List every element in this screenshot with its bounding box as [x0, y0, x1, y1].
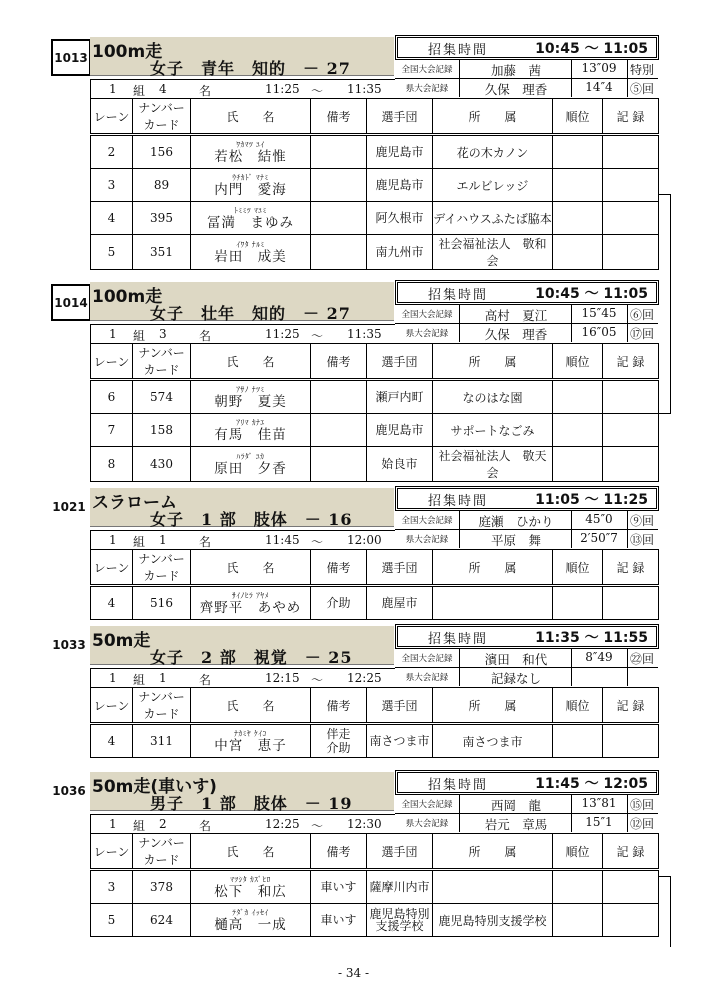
group-info — [90, 324, 395, 343]
athlete-name-cell — [191, 380, 311, 414]
national-record-label: 全国大会記録 — [401, 654, 453, 664]
call-label: 招集時間 — [428, 43, 489, 58]
team: 鹿児島市 — [367, 135, 433, 169]
time-separator: ～ — [311, 535, 324, 549]
national-record-label: 全国大会記録 — [401, 310, 453, 320]
column-header: 記 録 — [603, 550, 659, 586]
record — [603, 235, 659, 270]
call-label: 招集時間 — [428, 494, 489, 509]
record — [603, 380, 659, 414]
rank — [553, 586, 603, 620]
team: 薩摩川内市 — [367, 870, 433, 904]
national-record-holder: 庭瀬 ひかり — [478, 514, 554, 529]
column-header: ナンバーカード — [133, 99, 191, 135]
affiliation: デイハウスふたば脇本 — [433, 202, 553, 235]
remark — [311, 447, 367, 482]
table-row — [91, 135, 659, 169]
table-row — [91, 724, 659, 758]
prefecture-record-count: ⑰回 — [629, 327, 654, 341]
record — [603, 135, 659, 169]
call-label: 招集時間 — [428, 632, 489, 647]
event-title-band — [90, 626, 394, 665]
table-header-row — [91, 834, 659, 870]
column-header: 選手団 — [367, 688, 433, 724]
event-name: 100m走 — [92, 42, 163, 62]
number-card: 378 — [133, 870, 191, 904]
prefecture-record-row — [395, 668, 658, 686]
connector-line-2 — [658, 876, 671, 947]
number-card: 311 — [133, 724, 191, 758]
athlete-name: 内門 愛海 — [214, 181, 287, 198]
call-time: 11:05 ～ 11:25 — [535, 492, 648, 508]
people-unit: 名 — [199, 84, 212, 98]
team: 鹿児島市 — [367, 414, 433, 447]
column-header: 氏 名 — [191, 550, 311, 586]
group-number: 1 — [109, 533, 117, 547]
event-number: 1021 — [52, 500, 86, 514]
column-header: レーン — [91, 550, 133, 586]
event-title-band — [90, 488, 394, 527]
national-record-holder: 高村 夏江 — [484, 308, 548, 323]
team: 南さつま市 — [367, 724, 433, 758]
people-unit: 名 — [199, 329, 212, 343]
event-category: 女子 2 部 視覚 － 25 — [150, 648, 353, 667]
column-header: 備考 — [311, 344, 367, 380]
call-label: 招集時間 — [428, 288, 489, 303]
column-header: 氏 名 — [191, 688, 311, 724]
national-record-value: 13″09 — [581, 61, 617, 75]
name-kana: ﾊﾗﾀﾞ ﾕｶ — [236, 451, 265, 461]
column-header: レーン — [91, 99, 133, 135]
people-unit: 名 — [199, 819, 212, 833]
group-info — [90, 668, 395, 687]
column-header: 選手団 — [367, 344, 433, 380]
group-number: 1 — [109, 817, 117, 831]
event-number: 1013 — [51, 39, 91, 76]
athlete-name: 若松 結惟 — [214, 148, 287, 165]
column-header: ナンバーカード — [133, 550, 191, 586]
table-row — [91, 169, 659, 202]
team: 鹿児島市 — [367, 169, 433, 202]
table-header-row — [91, 550, 659, 586]
column-header: レーン — [91, 344, 133, 380]
name-kana: ﾃﾀﾞｶ ｲｯｾｲ — [232, 907, 269, 917]
entries-table — [90, 549, 659, 620]
athlete-name-cell — [191, 169, 311, 202]
table-row — [91, 202, 659, 235]
table-row — [91, 904, 659, 937]
athlete-name-cell — [191, 414, 311, 447]
entries-table — [90, 343, 659, 482]
lane: 5 — [91, 904, 133, 937]
people-unit: 名 — [199, 673, 212, 687]
name-kana: ﾏﾂｼﾀ ｶｽﾞﾋﾛ — [230, 874, 271, 884]
time-end: 11:35 — [347, 327, 382, 341]
event-category: 女子 壮年 知的 － 27 — [150, 304, 351, 323]
table-row — [91, 586, 659, 620]
national-record-value: 45″0 — [585, 512, 613, 526]
prefecture-record-label: 県大会記録 — [405, 673, 449, 683]
record — [603, 447, 659, 482]
people-count: 1 — [159, 671, 167, 685]
event-name: 50m走 — [92, 631, 151, 651]
national-record-row — [395, 511, 658, 530]
prefecture-record-label: 県大会記録 — [405, 84, 449, 94]
athlete-name-cell — [191, 447, 311, 482]
time-separator: ～ — [311, 819, 324, 833]
event-category: 女子 青年 知的 － 27 — [150, 59, 351, 78]
lane: 5 — [91, 235, 133, 270]
athlete-name-cell — [191, 202, 311, 235]
time-start: 12:15 — [265, 671, 300, 685]
prefecture-record-value: 15″1 — [585, 815, 613, 829]
column-header: 備考 — [311, 834, 367, 870]
column-header: 氏 名 — [191, 344, 311, 380]
prefecture-record-row — [395, 79, 658, 97]
table-row — [91, 414, 659, 447]
column-header: 記 録 — [603, 834, 659, 870]
number-card: 574 — [133, 380, 191, 414]
call-time: 11:45 ～ 12:05 — [535, 776, 648, 792]
affiliation: なのはな園 — [433, 380, 553, 414]
call-label: 招集時間 — [428, 778, 489, 793]
rank — [553, 414, 603, 447]
athlete-name-cell — [191, 724, 311, 758]
call-time-box — [397, 772, 657, 793]
remark — [311, 135, 367, 169]
column-header: 備考 — [311, 99, 367, 135]
event-title-band — [90, 282, 394, 321]
national-record-holder: 西岡 龍 — [490, 798, 541, 813]
table-row — [91, 447, 659, 482]
national-record-count: ⑮回 — [629, 798, 654, 812]
call-time: 11:35 ～ 11:55 — [535, 630, 648, 646]
prefecture-record-row — [395, 324, 658, 342]
record — [603, 202, 659, 235]
name-kana: ｳﾁｶﾄﾞ ﾏﾅﾐ — [232, 172, 269, 182]
entries-table — [90, 833, 659, 937]
prefecture-record-holder: 記録なし — [490, 671, 541, 686]
national-record-label: 全国大会記録 — [401, 800, 453, 810]
athlete-name: 中宮 恵子 — [214, 737, 287, 754]
column-header: 記 録 — [603, 344, 659, 380]
group-info — [90, 530, 395, 549]
remark: 伴走 介助 — [311, 724, 367, 758]
prefecture-record-label: 県大会記録 — [405, 535, 449, 545]
record — [603, 414, 659, 447]
event-category: 男子 1 部 肢体 － 19 — [150, 794, 353, 813]
prefecture-record-count: ⑬回 — [629, 533, 654, 547]
prefecture-record-row — [395, 530, 658, 548]
remark — [311, 202, 367, 235]
event-name: 50m走(車いす) — [92, 777, 217, 797]
column-header: 選手団 — [367, 834, 433, 870]
affiliation: エルビレッジ — [433, 169, 553, 202]
column-header: 順位 — [553, 344, 603, 380]
team: 鹿児島特別 支援学校 — [367, 904, 433, 937]
event-category: 女子 1 部 肢体 － 16 — [150, 510, 353, 529]
rank — [553, 169, 603, 202]
rank — [553, 447, 603, 482]
call-time-box — [397, 282, 657, 303]
call-time: 10:45 ～ 11:05 — [535, 286, 648, 302]
time-start: 12:25 — [265, 817, 300, 831]
table-row — [91, 870, 659, 904]
table-row — [91, 380, 659, 414]
remark: 介助 — [311, 586, 367, 620]
prefecture-record-holder: 久保 理香 — [484, 327, 548, 342]
team: 南九州市 — [367, 235, 433, 270]
national-record-holder: 加藤 茜 — [490, 63, 541, 78]
connector-line-1 — [658, 194, 671, 414]
prefecture-record-value: 2′50″7 — [580, 531, 618, 545]
national-record-label: 全国大会記録 — [401, 65, 453, 75]
athlete-name-cell — [191, 135, 311, 169]
affiliation: 社会福祉法人 敬天会 — [433, 447, 553, 482]
rank — [553, 235, 603, 270]
event-number: 1014 — [51, 284, 91, 321]
people-count: 1 — [159, 533, 167, 547]
affiliation: 鹿児島特別支援学校 — [433, 904, 553, 937]
lane: 4 — [91, 202, 133, 235]
affiliation: 花の木カノン — [433, 135, 553, 169]
lane: 2 — [91, 135, 133, 169]
number-card: 156 — [133, 135, 191, 169]
people-unit: 名 — [199, 535, 212, 549]
number-card: 158 — [133, 414, 191, 447]
prefecture-record-count: ⑫回 — [629, 817, 654, 831]
national-record-value: 8″49 — [585, 650, 613, 664]
prefecture-record-holder: 久保 理香 — [484, 82, 548, 97]
call-time-box — [397, 37, 657, 58]
team: 姶良市 — [367, 447, 433, 482]
lane: 3 — [91, 870, 133, 904]
entries-table — [90, 687, 659, 758]
column-header: 所 属 — [433, 688, 553, 724]
column-header: 順位 — [553, 550, 603, 586]
affiliation — [433, 870, 553, 904]
event-name: 100m走 — [92, 287, 163, 307]
column-header: 選手団 — [367, 99, 433, 135]
time-end: 12:25 — [347, 671, 382, 685]
team: 阿久根市 — [367, 202, 433, 235]
name-kana: ｱｻﾉ ﾅﾂﾐ — [236, 384, 265, 394]
column-header: ナンバーカード — [133, 688, 191, 724]
prefecture-record-label: 県大会記録 — [405, 819, 449, 829]
time-end: 12:00 — [347, 533, 382, 547]
national-record-row — [395, 60, 658, 79]
time-end: 11:35 — [347, 82, 382, 96]
affiliation: サポートなごみ — [433, 414, 553, 447]
prefecture-record-value: 16″05 — [581, 325, 617, 339]
group-unit: 組 — [133, 535, 146, 549]
rank — [553, 202, 603, 235]
event-title-band — [90, 37, 394, 76]
athlete-name-cell — [191, 904, 311, 937]
people-count: 2 — [159, 817, 167, 831]
column-header: 氏 名 — [191, 99, 311, 135]
affiliation — [433, 586, 553, 620]
lane: 4 — [91, 586, 133, 620]
time-start: 11:45 — [265, 533, 300, 547]
name-kana: ﾜｶﾏﾂ ﾕｲ — [236, 139, 265, 149]
group-unit: 組 — [133, 84, 146, 98]
column-header: 氏 名 — [191, 834, 311, 870]
prefecture-record-count: ⑤回 — [629, 82, 654, 96]
national-record-row — [395, 795, 658, 814]
column-header: 備考 — [311, 688, 367, 724]
time-separator: ～ — [311, 84, 324, 98]
athlete-name: 原田 夕香 — [214, 460, 287, 477]
prefecture-record-row — [395, 814, 658, 832]
athlete-name: 樋高 一成 — [214, 916, 287, 933]
team: 瀬戸内町 — [367, 380, 433, 414]
record — [603, 169, 659, 202]
athlete-name-cell — [191, 870, 311, 904]
national-record-row — [395, 649, 658, 668]
athlete-name: 朝野 夏美 — [214, 393, 287, 410]
number-card: 624 — [133, 904, 191, 937]
time-start: 11:25 — [265, 327, 300, 341]
table-header-row — [91, 688, 659, 724]
prefecture-record-holder: 平原 舞 — [490, 533, 541, 548]
affiliation: 社会福祉法人 敬和会 — [433, 235, 553, 270]
record — [603, 724, 659, 758]
group-number: 1 — [109, 82, 117, 96]
number-card: 395 — [133, 202, 191, 235]
athlete-name-cell — [191, 586, 311, 620]
column-header: 順位 — [553, 834, 603, 870]
number-card: 516 — [133, 586, 191, 620]
lane: 7 — [91, 414, 133, 447]
time-end: 12:30 — [347, 817, 382, 831]
column-header: 所 属 — [433, 344, 553, 380]
lane: 4 — [91, 724, 133, 758]
table-row — [91, 235, 659, 270]
athlete-name: 齊野平 あやめ — [199, 599, 302, 616]
call-time: 10:45 ～ 11:05 — [535, 41, 648, 57]
table-header-row — [91, 99, 659, 135]
lane: 6 — [91, 380, 133, 414]
national-record-value: 15″45 — [581, 306, 617, 320]
group-unit: 組 — [133, 329, 146, 343]
national-record-holder: 濱田 和代 — [484, 652, 548, 667]
column-header: レーン — [91, 688, 133, 724]
rank — [553, 380, 603, 414]
name-kana: ﾅｶﾐﾔ ｹｲｺ — [234, 728, 267, 738]
page-number: - 34 - — [337, 966, 369, 980]
athlete-name: 岩田 成美 — [214, 248, 287, 265]
call-time-box — [397, 488, 657, 509]
group-unit: 組 — [133, 819, 146, 833]
group-number: 1 — [109, 671, 117, 685]
name-kana: ﾄﾐﾐﾂ ﾏﾕﾐ — [234, 205, 267, 215]
national-record-value: 13″81 — [581, 796, 617, 810]
remark — [311, 235, 367, 270]
name-kana: ｱﾘﾏ ｶﾅｴ — [236, 417, 265, 427]
national-record-count: ㉒回 — [629, 652, 654, 666]
column-header: ナンバーカード — [133, 834, 191, 870]
column-header: 順位 — [553, 99, 603, 135]
remark: 車いす — [311, 904, 367, 937]
athlete-name: 冨満 まゆみ — [207, 214, 294, 231]
group-unit: 組 — [133, 673, 146, 687]
record — [603, 904, 659, 937]
number-card: 89 — [133, 169, 191, 202]
team: 鹿屋市 — [367, 586, 433, 620]
event-number: 1033 — [52, 638, 86, 652]
column-header: 順位 — [553, 688, 603, 724]
athlete-name-cell — [191, 235, 311, 270]
rank — [553, 724, 603, 758]
rank — [553, 135, 603, 169]
national-record-count: 特別 — [629, 63, 654, 77]
column-header: レーン — [91, 834, 133, 870]
time-separator: ～ — [311, 673, 324, 687]
column-header: 所 属 — [433, 550, 553, 586]
remark — [311, 380, 367, 414]
rank — [553, 870, 603, 904]
column-header: 選手団 — [367, 550, 433, 586]
people-count: 4 — [159, 82, 167, 96]
group-info — [90, 79, 395, 98]
prefecture-record-holder: 岩元 章馬 — [484, 817, 548, 832]
remark — [311, 169, 367, 202]
column-header: 記 録 — [603, 99, 659, 135]
call-time-box — [397, 626, 657, 647]
name-kana: ｻｲﾉﾋﾗ ｱﾔﾒ — [232, 590, 269, 600]
remark — [311, 414, 367, 447]
people-count: 3 — [159, 327, 167, 341]
athlete-name: 有馬 佳苗 — [214, 426, 287, 443]
prefecture-record-value: 14″4 — [585, 80, 613, 94]
lane: 8 — [91, 447, 133, 482]
table-header-row — [91, 344, 659, 380]
prefecture-record-label: 県大会記録 — [405, 329, 449, 339]
national-record-count: ⑨回 — [629, 514, 654, 528]
time-separator: ～ — [311, 329, 324, 343]
column-header: 記 録 — [603, 688, 659, 724]
number-card: 351 — [133, 235, 191, 270]
column-header: 所 属 — [433, 834, 553, 870]
national-record-count: ⑥回 — [629, 308, 654, 322]
national-record-label: 全国大会記録 — [401, 516, 453, 526]
record — [603, 586, 659, 620]
rank — [553, 904, 603, 937]
lane: 3 — [91, 169, 133, 202]
affiliation: 南さつま市 — [433, 724, 553, 758]
name-kana: ｲﾜﾀ ﾅﾙﾐ — [236, 239, 265, 249]
athlete-name: 松下 和広 — [214, 883, 287, 900]
remark: 車いす — [311, 870, 367, 904]
column-header: ナンバーカード — [133, 344, 191, 380]
national-record-row — [395, 305, 658, 324]
column-header: 備考 — [311, 550, 367, 586]
group-number: 1 — [109, 327, 117, 341]
number-card: 430 — [133, 447, 191, 482]
entries-table — [90, 98, 659, 270]
group-info — [90, 814, 395, 833]
time-start: 11:25 — [265, 82, 300, 96]
event-number: 1036 — [52, 784, 86, 798]
event-name: スラローム — [92, 493, 177, 513]
column-header: 所 属 — [433, 99, 553, 135]
event-title-band — [90, 772, 394, 811]
record — [603, 870, 659, 904]
